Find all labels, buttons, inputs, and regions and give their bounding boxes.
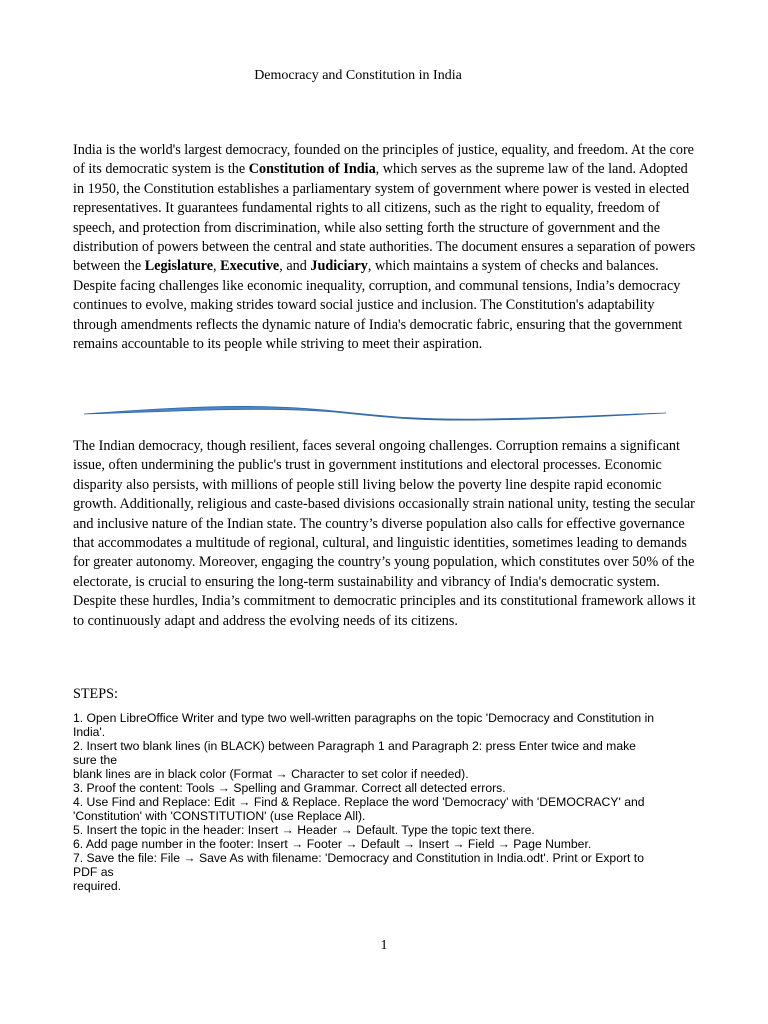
step-line: sure the bbox=[73, 753, 118, 767]
paragraph-1-text-1: India is the world's largest democracy, founded on the principles of justice, equality, and freedom. At the core of its democratic system is the bbox=[73, 142, 694, 178]
bold-judiciary: Judiciary bbox=[310, 258, 368, 275]
step-line: PDF as bbox=[73, 865, 114, 879]
step-line: 5. Insert the topic in the header: Insert → Header → Default. Type the topic text there. bbox=[73, 823, 535, 837]
page-number: 1 bbox=[380, 938, 388, 953]
step-line: India'. bbox=[73, 725, 106, 739]
bold-executive: Executive bbox=[220, 258, 280, 275]
step-line: 3. Proof the content: Tools → Spelling and Grammar. Correct all detected errors. bbox=[73, 781, 506, 795]
paragraph-1 bbox=[73, 141, 697, 354]
paragraph-2: The Indian democracy, though resilient, faces several ongoing challenges. Corruption remains a significant issue, often undermining the public's trust in government institutions and electoral processes. Economic disparity also persists, with millions of people still living below the poverty line despite rapid economic growth. Additionally, religious and caste-based divisions occasionally strain national unity, testing the secular and inclusive nature of the Indian state. The country’s diverse population also calls for effective governance that accommodates a multitude of regional, cultural, and linguistic identities, sometimes leading to demands for greater autonomy. Moreover, engaging the country’s young population, which constitutes over 50% of the electorate, is crucial to ensuring the long-term sustainability and vibrancy of India's democratic system. Despite these hurdles, India’s commitment to democratic principles and its constitutional framework allows it to continuously adapt and address the evolving needs of its citizens. bbox=[73, 438, 696, 629]
steps-heading: STEPS: bbox=[73, 686, 118, 702]
step-line: 6. Add page number in the footer: Insert → Footer → Default → Insert → Field → Page Number. bbox=[73, 837, 592, 851]
paragraph-1-text-2: , which serves as the supreme law of the land. Adopted in 1950, the Constitution establishes a parliamentary system of government where power is vested in elected representatives. It guarantees fundamental rights to all citizens, such as the right to equality, freedom of speech, and protection from discrimination, while also setting forth the structure of government and the distribution of powers between the central and state authorities. The document ensures a separation of powers between the bbox=[73, 161, 696, 275]
bold-constitution-of-india: Constitution of India bbox=[248, 161, 376, 178]
step-line: 1. Open LibreOffice Writer and type two well-written paragraphs on the topic 'Democracy and Constitution in bbox=[73, 711, 655, 725]
step-line: required. bbox=[73, 879, 122, 893]
step-line: 4. Use Find and Replace: Edit → Find & Replace. Replace the word 'Democracy' with 'DEMOCRACY' and bbox=[73, 795, 645, 809]
step-line: blank lines are in black color (Format → Character to set color if needed). bbox=[73, 767, 469, 781]
steps-list bbox=[73, 711, 693, 893]
paragraph-1-text-5: , which maintains a system of checks and balances. Despite facing challenges like economic inequality, corruption, and communal tensions, India’s democracy continues to evolve, making strides toward social justice and inclusion. The Constitution's adaptability through amendments reflects the dynamic nature of India's democratic fabric, ensuring that the government remains accountable to its people while striving to meet their aspiration. bbox=[73, 258, 683, 353]
step-line: 2. Insert two blank lines (in BLACK) between Paragraph 1 and Paragraph 2: press Enter twice and make bbox=[73, 739, 636, 753]
wave-divider bbox=[84, 404, 666, 424]
bold-legislature: Legislature bbox=[144, 258, 214, 275]
step-line: 7. Save the file: File → Save As with filename: 'Democracy and Constitution in India.odt'. Print or Export to bbox=[73, 851, 644, 865]
step-line: 'Constitution' with 'CONSTITUTION' (use Replace All). bbox=[73, 809, 366, 823]
header-title: Democracy and Constitution in India bbox=[254, 68, 462, 83]
paragraph-1-text-4: , and bbox=[279, 258, 311, 275]
paragraph-1-text-3: , bbox=[213, 258, 221, 275]
